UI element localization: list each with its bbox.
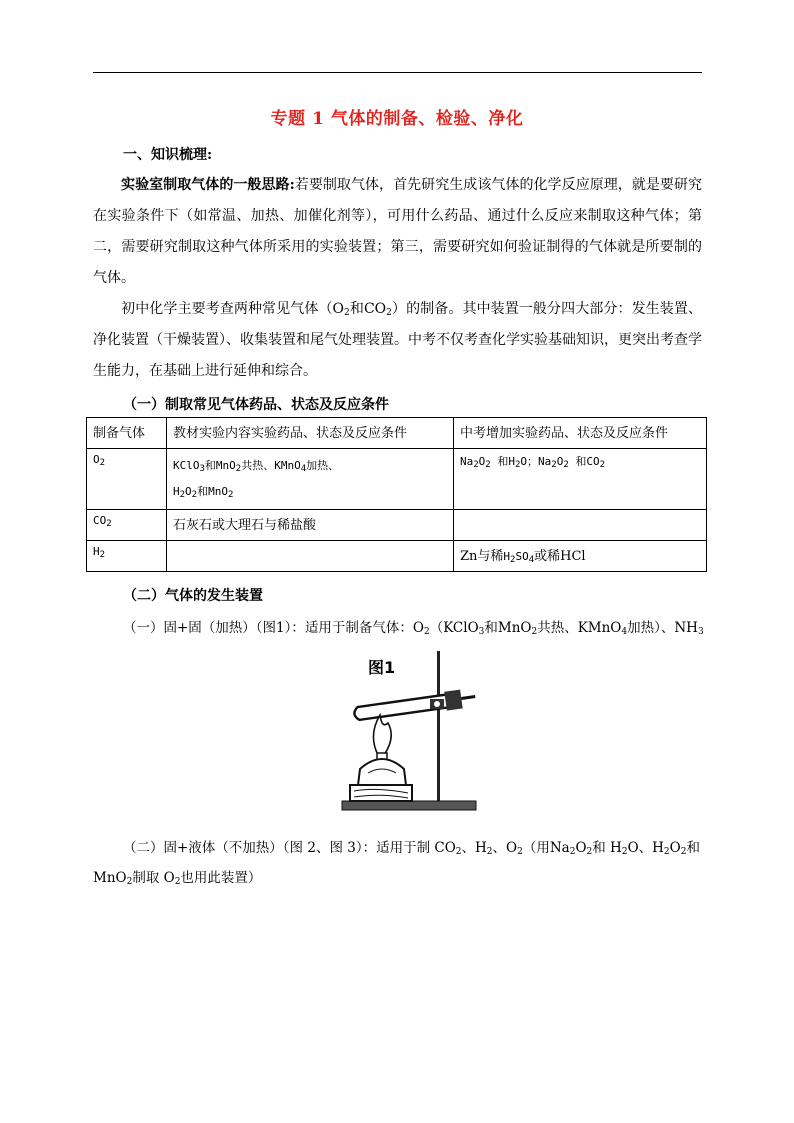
text-run: （一）固+固（加热）（图1）：适用于制备气体：O xyxy=(123,620,424,636)
subscript: 2 xyxy=(99,550,106,560)
alcohol-lamp xyxy=(358,759,406,785)
cell-text: H xyxy=(173,485,180,498)
subscript: 2 xyxy=(423,627,430,637)
subscript: 2 xyxy=(126,877,133,887)
cell-text: O xyxy=(478,455,486,468)
subscript: 2 xyxy=(174,877,181,887)
text-run: MnO xyxy=(93,870,127,886)
subscript: 2 xyxy=(569,847,576,857)
cell-text: 和MnO xyxy=(197,485,228,498)
text-run: O、H xyxy=(627,840,664,856)
cell-text: KClO xyxy=(173,459,200,472)
figure-1-heating-apparatus xyxy=(338,645,480,817)
subscript: 4 xyxy=(300,464,307,474)
subscript: 2 xyxy=(179,490,186,500)
subscript: 2 xyxy=(510,555,516,565)
test-tube xyxy=(353,688,476,724)
text-run: ）的制备。其中装置一般分四大部分：发生装置、净化装置（干燥装置）、收集装置和尾气处理装置。中考不仅考查化学实验基础知识，更突出考查学生能力，在基础上进行延伸和综合。 xyxy=(93,301,702,379)
figure-label: 图1 xyxy=(368,658,396,677)
subscript: 4 xyxy=(621,627,628,637)
stand-rod xyxy=(437,651,440,801)
text-run: 和 xyxy=(686,840,700,856)
subscript: 2 xyxy=(621,847,628,857)
cell-text: CO xyxy=(93,514,107,527)
table-header-row xyxy=(87,418,707,449)
stand-base xyxy=(342,801,476,810)
subscript: 2 xyxy=(455,847,462,857)
subscript: 2 xyxy=(517,847,523,857)
text-run: 加热）、NH xyxy=(627,620,698,636)
text-run: 、H xyxy=(461,840,487,856)
text-run: 制取 O xyxy=(132,870,175,886)
table-row xyxy=(87,510,707,541)
subscript: 2 xyxy=(551,460,557,470)
paragraph-body: 若要制取气体，首先研究生成该气体的化学反应原理，就是要研究在实验条件下（如常温、加热、加催化剂等），可用什么药品、通过什么反应来制取这种气体；第二，需要研究制取这种气体所采用的实验装置；第三，需要研究如何验证制得的气体就是所要制的气体。 xyxy=(93,177,702,286)
table-cell: 石灰石或大理石与稀盐酸 xyxy=(167,510,454,541)
subscript: 2 xyxy=(486,847,493,857)
text-run: 共热、KMnO xyxy=(537,620,622,636)
text-run: 和 H xyxy=(592,840,622,856)
subscript: 2 xyxy=(344,308,350,318)
cell-text: O xyxy=(556,455,564,468)
subscript: 2 xyxy=(514,460,521,470)
text-run: 、O xyxy=(492,840,518,856)
apparatus-drawing xyxy=(338,645,480,817)
subheading-generation-apparatus xyxy=(123,585,263,605)
subscript: 4 xyxy=(528,555,535,565)
text-run: 和CO xyxy=(349,301,387,317)
cell-text: O xyxy=(93,453,100,466)
table-header-cell: 教材实验内容实验药品、状态及反应条件 xyxy=(167,418,454,449)
line-solid-solid-heating xyxy=(123,616,704,636)
cell-text: 共热、KMnO xyxy=(241,459,301,472)
subscript: 2 xyxy=(106,519,112,529)
table-cell xyxy=(454,510,707,541)
subscript: 2 xyxy=(680,847,687,857)
table-cell xyxy=(87,541,167,572)
cell-text: 加热、 xyxy=(306,459,340,472)
cell-text: 和H xyxy=(497,455,515,468)
header-rule xyxy=(93,72,702,73)
clamp-screw xyxy=(434,701,440,707)
subscript: 2 xyxy=(663,847,670,857)
text-run: （用Na xyxy=(522,840,570,856)
table-cell xyxy=(87,449,167,510)
paragraph-lead: 实验室制取气体的一般思路: xyxy=(121,177,295,193)
table-row xyxy=(87,541,707,572)
cell-text: O；Na xyxy=(520,455,552,468)
cell-text: O xyxy=(185,485,192,498)
table-cell xyxy=(87,510,167,541)
cell-text: Na xyxy=(460,455,474,468)
paragraph-general-approach xyxy=(93,170,702,294)
line-solid-liquid xyxy=(123,836,700,856)
page-title: 专题 1 气体的制备、检验、净化 xyxy=(270,109,524,129)
subscript: 2 xyxy=(531,627,538,637)
table-row xyxy=(87,449,707,510)
table-header-cell: 制备气体 xyxy=(87,418,167,449)
subscript: 3 xyxy=(478,627,485,637)
text-run: O xyxy=(669,840,681,856)
cell-text: H xyxy=(503,550,511,563)
text-run: 也用此装置） xyxy=(180,870,262,886)
text-run: 初中化学主要考查两种常见气体（O xyxy=(121,301,345,317)
subscript: 2 xyxy=(599,460,606,470)
cell-text: 和MnO xyxy=(204,459,236,472)
table-header-cell: 中考增加实验药品、状态及反应条件 xyxy=(454,418,707,449)
subscript: 2 xyxy=(227,490,234,500)
subscript: 2 xyxy=(99,458,106,468)
cell-text: SO xyxy=(515,550,529,563)
reagents-table xyxy=(86,417,707,572)
table-cell xyxy=(167,449,454,510)
heading-text: （二）气体的发生装置 xyxy=(123,588,263,604)
cell-text: 或稀HCl xyxy=(534,549,586,564)
table-cell xyxy=(454,449,707,510)
table-cell xyxy=(454,541,707,572)
subscript: 2 xyxy=(485,460,491,470)
cell-text: 和CO xyxy=(575,455,600,468)
flame xyxy=(373,715,391,755)
subscript: 2 xyxy=(563,460,569,470)
cell-text: Zn与稀 xyxy=(460,549,504,564)
cell-text: H xyxy=(93,545,100,558)
subheading-reagents: （一）制取常见气体药品、状态及反应条件 xyxy=(123,397,389,413)
subscript: 2 xyxy=(473,460,479,470)
text-run: （二）固+液体（不加热）（图 2、图 3）：适用于制 CO xyxy=(123,840,456,856)
line-solid-liquid-continued xyxy=(93,866,261,886)
text-run: O xyxy=(575,840,587,856)
paragraph-exam-focus xyxy=(93,294,702,387)
subscript: 2 xyxy=(586,847,593,857)
subscript: 2 xyxy=(235,464,242,474)
wood-block xyxy=(350,785,412,801)
text-run: 和MnO xyxy=(484,620,532,636)
subscript: 3 xyxy=(697,627,704,637)
section-heading-knowledge: 一、知识梳理: xyxy=(123,147,213,163)
text-run: （KClO xyxy=(429,620,479,636)
subscript: 2 xyxy=(386,308,392,318)
table-cell xyxy=(167,541,454,572)
subscript: 3 xyxy=(199,464,205,474)
subscript: 2 xyxy=(191,490,198,500)
